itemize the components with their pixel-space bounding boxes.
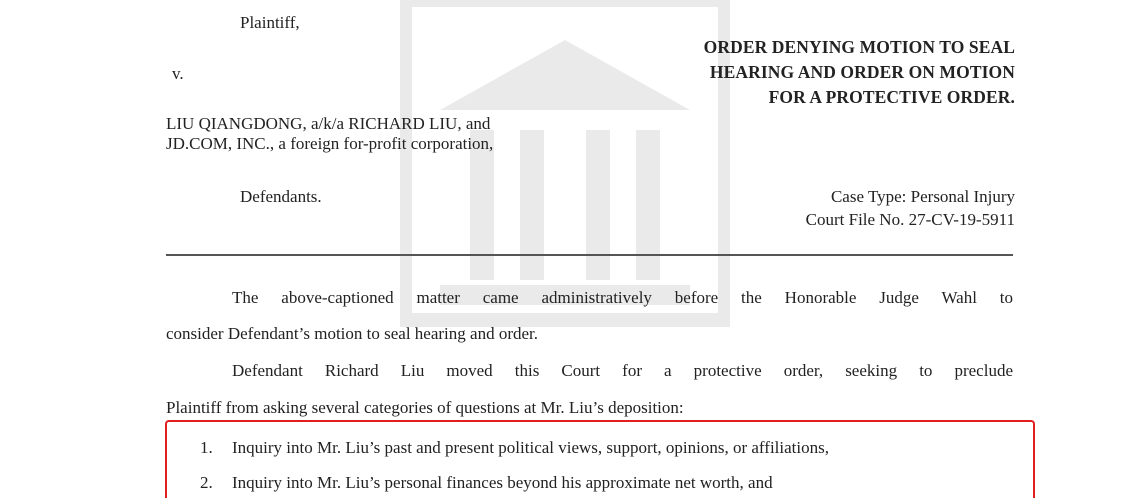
defendant-name-line1: LIU QIANGDONG, a/k/a RICHARD LIU, and [166, 114, 491, 133]
case-type: Case Type: Personal Injury [830, 187, 1015, 206]
list-item-number: 1. [200, 438, 213, 457]
list-item-number: 2. [200, 473, 213, 492]
court-file-number: Court File No. 27-CV-19-5911 [805, 210, 1015, 229]
caption-divider [166, 254, 1013, 256]
defendant-name-line2: JD.COM, INC., a foreign for-profit corporation, [166, 134, 494, 153]
paragraph-2-line2: Plaintiff from asking several categories of questions at Mr. Liu’s deposition: [166, 398, 684, 417]
paragraph-2-line1: Defendant Richard Liu moved this Court for a protective order, seeking to preclude [232, 361, 1013, 380]
paragraph-1-line1: The above-captioned matter came administratively before the Honorable Judge Wahl to [232, 288, 1013, 307]
order-title-line1: ORDER DENYING MOTION TO SEAL [703, 37, 1015, 57]
order-title-line3: FOR A PROTECTIVE ORDER. [768, 87, 1015, 107]
versus-label: v. [172, 64, 184, 83]
defendants-label: Defendants. [240, 187, 322, 206]
paragraph-1-line2: consider Defendant’s motion to seal hearing and order. [166, 324, 538, 343]
plaintiff-label: Plaintiff, [240, 13, 300, 32]
list-item-text: Inquiry into Mr. Liu’s past and present political views, support, opinions, or affiliations, [232, 438, 829, 457]
list-item-text: Inquiry into Mr. Liu’s personal finances beyond his approximate net worth, and [232, 473, 773, 492]
order-title-line2: HEARING AND ORDER ON MOTION [709, 62, 1015, 82]
highlight-annotation-box [165, 420, 1035, 498]
